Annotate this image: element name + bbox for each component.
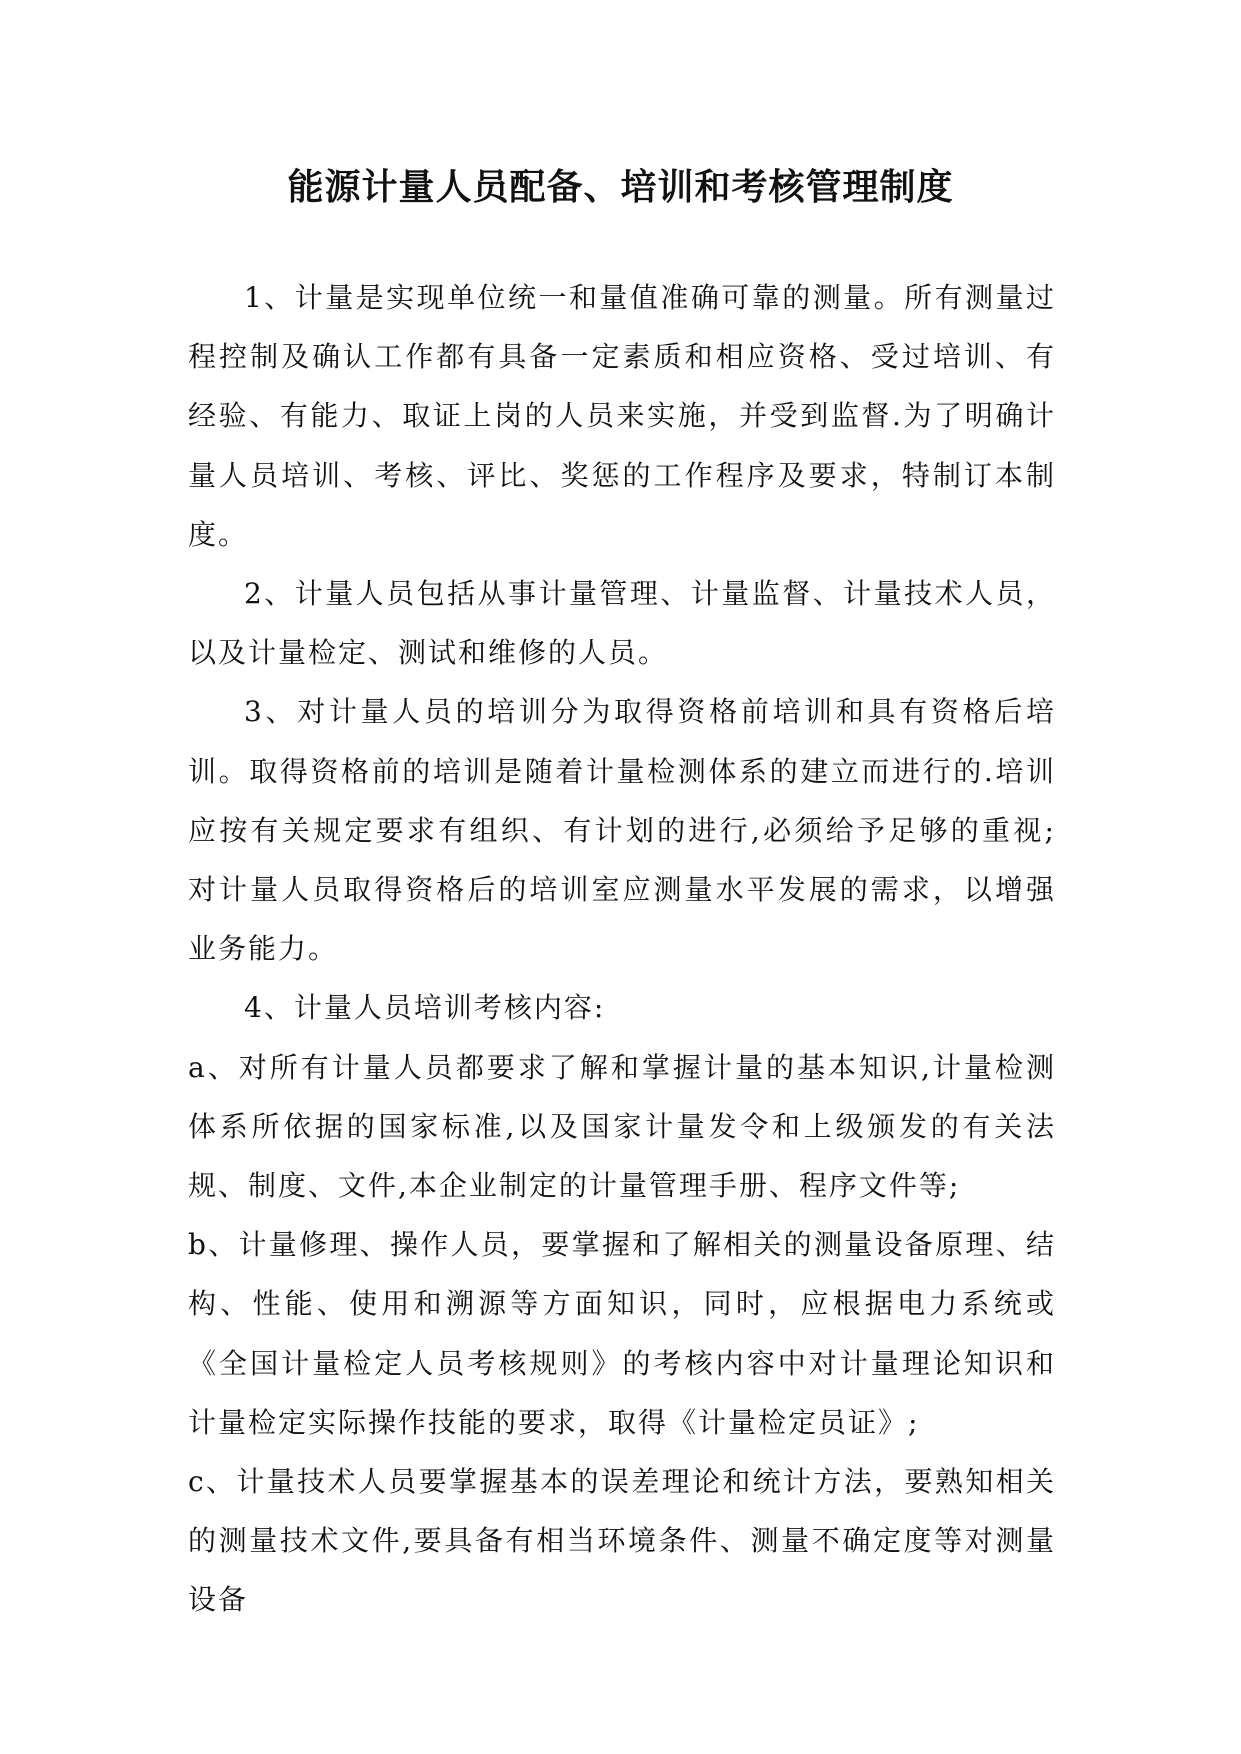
paragraph-2: 2、计量人员包括从事计量管理、计量监督、计量技术人员，以及计量检定、测试和维修的人员。: [188, 577, 1056, 670]
paragraph-item-a: a、对所有计量人员都要求了解和掌握计量的基本知识,计量检测体系所依据的国家标准,以及国家计量发令和上级颁发的有关法规、制度、文件,本企业制定的计量管理手册、程序文件等;: [188, 1050, 1056, 1203]
paragraph-3: 3、对计量人员的培训分为取得资格前培训和具有资格后培训。取得资格前的培训是随着计量检测体系的建立而进行的.培训应按有关规定要求有组织、有计划的进行,必须给予足够的重视; 对计量人员取得资格后的培训室应测量水平发展的需求，以增强业务能力。: [188, 695, 1056, 966]
document-title: 能源计量人员配备、培训和考核管理制度: [287, 167, 954, 208]
paragraph-1: 1、计量是实现单位统一和量值准确可靠的测量。所有测量过程控制及确认工作都有具备一定素质和相应资格、受过培训、有经验、有能力、取证上岗的人员来实施，并受到监督.为了明确计量人员培训、考核、评比、奖惩的工作程序及要求，特制订本制度。: [188, 281, 1056, 551]
paragraph-item-c: c、计量技术人员要掌握基本的误差理论和统计方法，要熟知相关的测量技术文件,要具备有相当环境条件、测量不确定度等对测量设备: [188, 1465, 1056, 1617]
document-body: [188, 268, 1056, 1630]
paragraph-4: 4、计量人员培训考核内容:: [244, 991, 606, 1025]
paragraph-item-b: b、计量修理、操作人员，要掌握和了解相关的测量设备原理、结构、性能、使用和溯源等方面知识，同时，应根据电力系统或《全国计量检定人员考核规则》的考核内容中对计量理论知识和计量检定实际操作技能的要求，取得《计量检定员证》;: [188, 1228, 1056, 1439]
